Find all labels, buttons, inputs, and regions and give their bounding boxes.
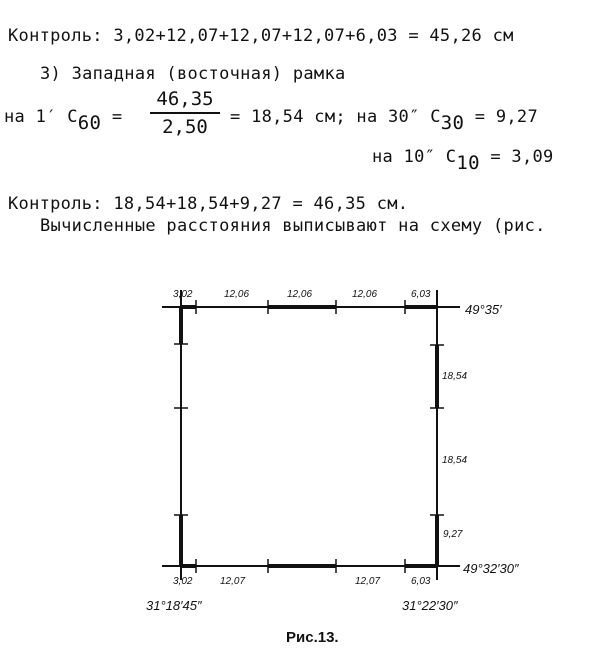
- sub-30: 30: [440, 112, 465, 134]
- double-prime-mark: ″: [409, 107, 420, 127]
- fraction-numerator: 46,35: [156, 88, 214, 110]
- top-label-4: 12,06: [352, 289, 378, 300]
- figure-caption: Рис.13.: [286, 629, 339, 646]
- sub-10: 10: [456, 152, 480, 174]
- computed-distances-line: Вычисленные расстояния выписывают на схему (рис.: [40, 216, 546, 236]
- right-label-2: 18,54: [442, 455, 468, 466]
- formula-1-prefix: на 1: [4, 107, 47, 127]
- top-label-5: 6,03: [411, 289, 431, 300]
- right-label-1: 18,54: [442, 371, 468, 382]
- formula-1-result-text: = 18,54 см; на 30: [230, 107, 410, 127]
- bottom-label-3: 12,07: [355, 576, 381, 587]
- section-3-heading: 3) Западная (восточная) рамка: [40, 64, 346, 84]
- longitude-left: 31°18′45″: [146, 598, 202, 613]
- fraction-denominator: 2,50: [162, 116, 208, 138]
- formula-30-result: = 9,27: [474, 107, 538, 127]
- c-symbol-10: C: [445, 147, 457, 167]
- control-line-2: Контроль: 18,54+18,54+9,27 = 46,35 см.: [8, 194, 409, 214]
- latitude-bottom: 49°32′30″: [463, 561, 519, 576]
- formula-10-result: = 3,09: [490, 147, 554, 167]
- prime-mark: ′: [46, 107, 57, 127]
- formula-10-prefix: на 10: [372, 147, 425, 167]
- control-line-1: Контроль: 3,02+12,07+12,07+12,07+6,03 = 45,26 см: [8, 26, 514, 46]
- bottom-label-2: 12,07: [220, 576, 246, 587]
- c-symbol-30: C: [430, 107, 441, 127]
- bottom-label-1: 3,02: [173, 576, 193, 587]
- longitude-right: 31°22′30″: [402, 598, 458, 613]
- sub-60: 60: [77, 112, 102, 134]
- double-prime-mark-10: ″: [424, 147, 436, 167]
- equals-sign: =: [111, 107, 123, 127]
- top-label-2: 12,06: [224, 289, 250, 300]
- top-label-1: 3,02: [173, 289, 193, 300]
- right-label-3: 9,27: [443, 529, 463, 540]
- latitude-top: 49°35′: [465, 302, 502, 317]
- top-label-3: 12,06: [287, 289, 313, 300]
- c-symbol: C: [67, 107, 78, 127]
- bottom-label-4: 6,03: [411, 576, 431, 587]
